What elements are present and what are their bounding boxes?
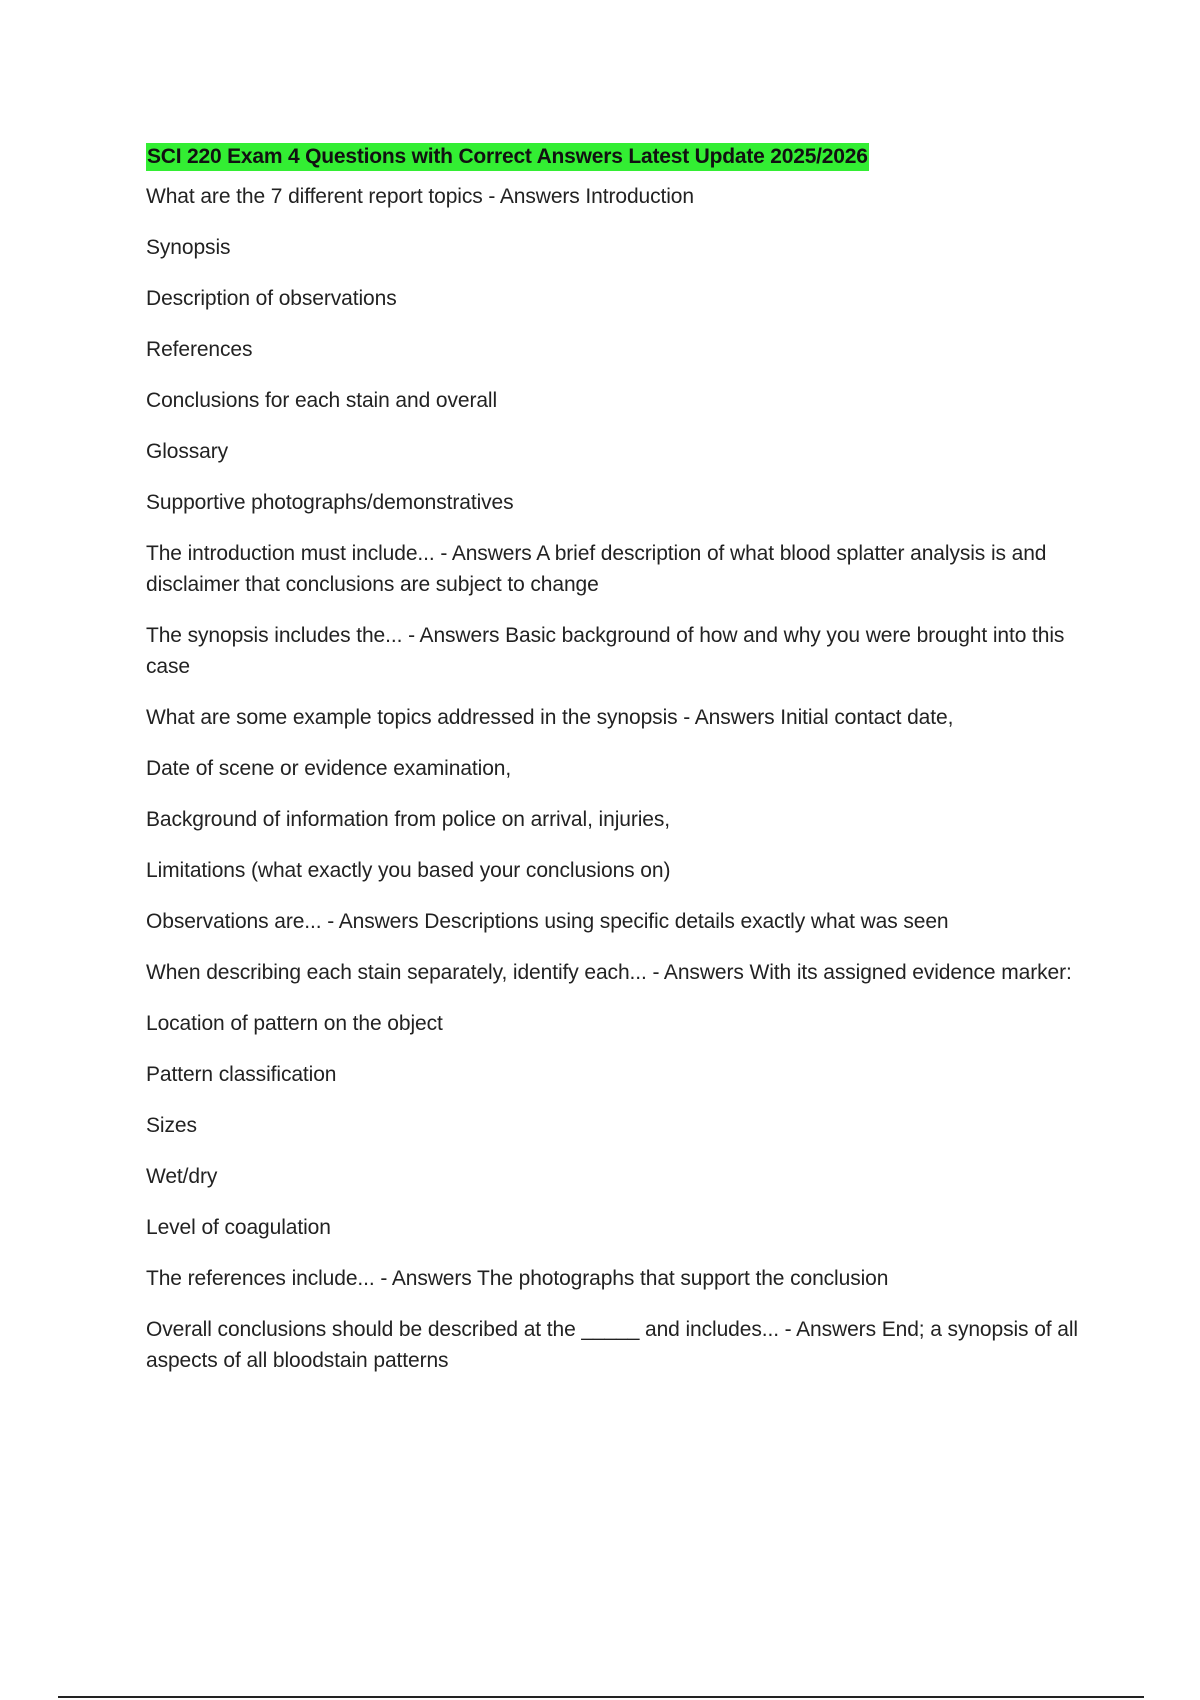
list-item-wet-dry: Wet/dry xyxy=(146,1165,218,1188)
question-synopsis: The synopsis includes the... - Answers Basic background of how and why you were brought into this case xyxy=(146,624,1065,678)
list-item-references: References xyxy=(146,338,253,361)
question-synopsis-topics: What are some example topics addressed in the synopsis - Answers Initial contact date, xyxy=(146,706,954,729)
list-item-glossary: Glossary xyxy=(146,440,229,463)
question-overall-conclusions: Overall conclusions should be described at the _____ and includes... - Answers End; a synopsis of all aspects of all bloodstain patterns xyxy=(146,1318,1078,1372)
list-item-synopsis: Synopsis xyxy=(146,236,231,259)
document-body xyxy=(146,143,1096,1396)
footer-divider xyxy=(58,1696,1144,1698)
list-item-supportive-photographs: Supportive photographs/demonstratives xyxy=(146,491,514,514)
list-item-conclusions: Conclusions for each stain and overall xyxy=(146,389,498,412)
list-item-limitations: Limitations (what exactly you based your conclusions on) xyxy=(146,859,671,882)
paragraph-list xyxy=(146,181,1096,1376)
list-item-description-of-observations: Description of observations xyxy=(146,287,397,310)
question-references: The references include... - Answers The photographs that support the conclusion xyxy=(146,1267,889,1290)
document-title: SCI 220 Exam 4 Questions with Correct Answers Latest Update 2025/2026 xyxy=(146,143,869,171)
question-report-topics: What are the 7 different report topics - Answers Introduction xyxy=(146,185,694,208)
list-item-sizes: Sizes xyxy=(146,1114,197,1137)
list-item-pattern-classification: Pattern classification xyxy=(146,1063,337,1086)
question-introduction: The introduction must include... - Answers A brief description of what blood splatter analysis is and disclaimer that conclusions are subject to change xyxy=(146,542,1047,596)
list-item-date-of-scene: Date of scene or evidence examination, xyxy=(146,757,512,780)
list-item-level-of-coagulation: Level of coagulation xyxy=(146,1216,331,1239)
list-item-background: Background of information from police on arrival, injuries, xyxy=(146,808,671,831)
question-describing-stains: When describing each stain separately, identify each... - Answers With its assigned evidence marker: xyxy=(146,961,1072,984)
question-observations: Observations are... - Answers Descriptions using specific details exactly what was seen xyxy=(146,910,949,933)
list-item-location-of-pattern: Location of pattern on the object xyxy=(146,1012,443,1035)
